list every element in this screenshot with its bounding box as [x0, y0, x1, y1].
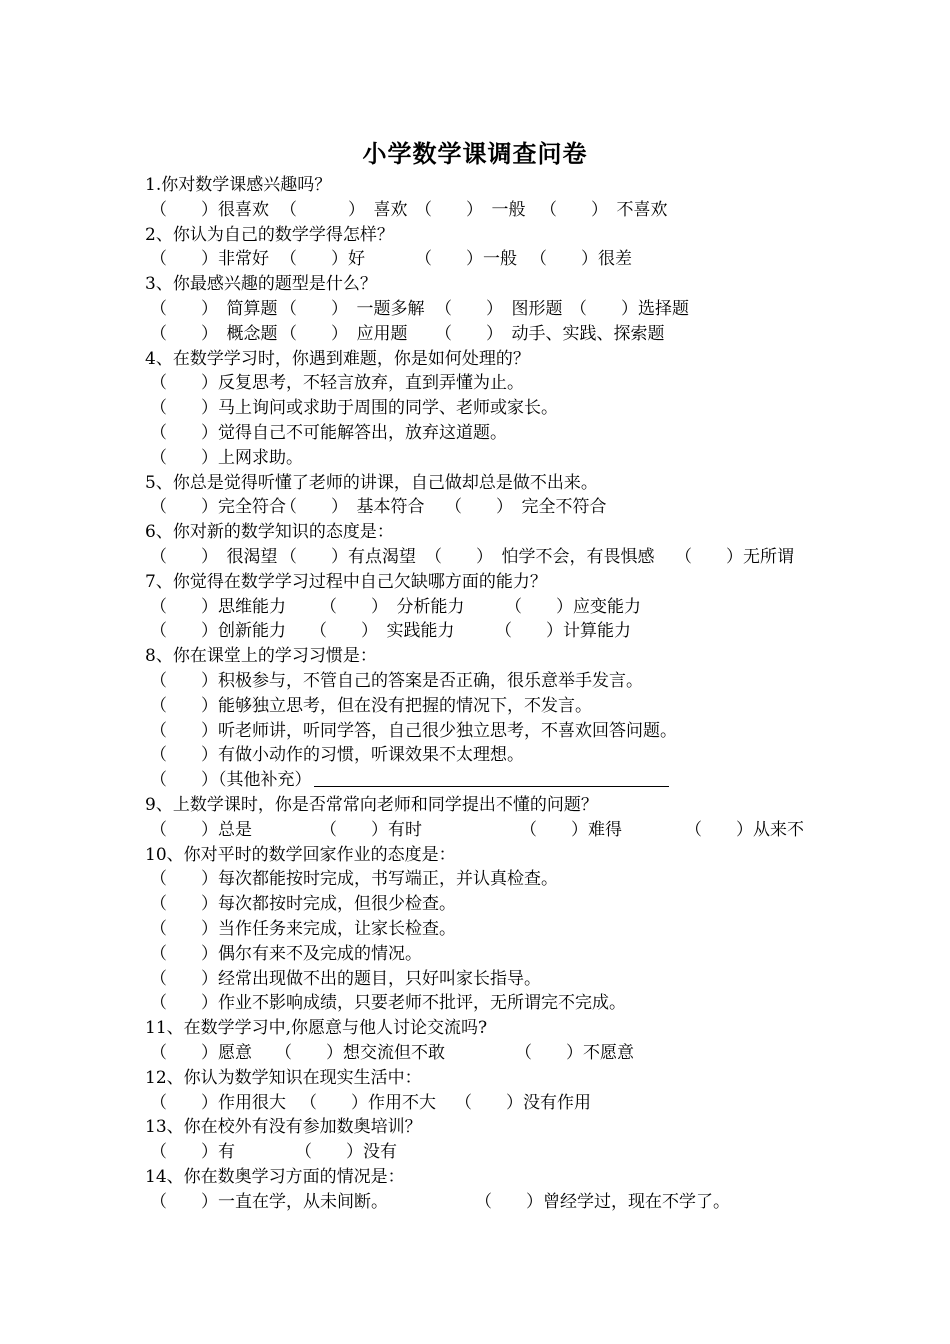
answer-option[interactable] — [150, 917, 456, 942]
answer-option[interactable] — [150, 1190, 388, 1215]
answer-option-label: （ ）有做小动作的习惯，听课效果不太理想。 — [150, 745, 524, 766]
answer-option[interactable] — [280, 495, 425, 520]
answer-option[interactable] — [150, 545, 278, 570]
answer-option-label: （ ）没有 — [295, 1142, 397, 1163]
answer-option-label: （ ）很喜欢 — [150, 199, 269, 220]
answer-option-label: （ ）难得 — [520, 819, 622, 840]
answer-option[interactable] — [150, 892, 456, 917]
answer-option-label: （ ） 怕学不会，有畏惧感 — [425, 547, 655, 567]
answer-option[interactable] — [150, 396, 558, 421]
answer-option-label: （ ） 图形题 — [435, 299, 563, 319]
answer-option[interactable] — [280, 297, 425, 322]
answer-option[interactable] — [295, 1140, 397, 1165]
answer-option[interactable] — [505, 595, 641, 620]
answer-option-label: （ ）作业不影响成绩，只要老师不批评，无所谓完不完成。 — [150, 993, 626, 1014]
question-6-text: 6、你对新的数学知识的态度是： — [145, 522, 394, 543]
answer-option[interactable] — [150, 247, 269, 272]
answer-option[interactable] — [150, 942, 422, 967]
answer-option-label: （ ）作用不大 — [300, 1092, 436, 1113]
question-3-text: 3、你最感兴趣的题型是什么？ — [145, 274, 377, 295]
answer-option[interactable] — [150, 619, 286, 644]
question-12-text: 12、你认为数学知识在现实生活中： — [145, 1067, 422, 1088]
answer-option-label: （ ）积极参与，不管自己的答案是否正确，很乐意举手发言。 — [150, 671, 643, 691]
answer-option[interactable] — [425, 545, 655, 570]
answer-option[interactable] — [475, 1190, 730, 1215]
answer-option[interactable] — [150, 991, 626, 1016]
fill-in-blank-line[interactable] — [314, 768, 669, 787]
question-4-text: 4、在数学学习时，你遇到难题，你是如何处理的？ — [145, 348, 530, 369]
answer-option[interactable] — [150, 1041, 252, 1066]
answer-option[interactable] — [150, 1140, 235, 1165]
answer-option[interactable] — [540, 198, 668, 223]
question-13-text: 13、你在校外有没有参加数奥培训？ — [145, 1117, 422, 1138]
answer-option-label: （ ）非常好 — [150, 249, 269, 270]
answer-option-label: （ ）一直在学，从未间断。 — [150, 1191, 388, 1212]
question-1-text: 1.你对数学课感兴趣吗？ — [145, 175, 332, 195]
answer-option-label: （ ）上网求助。 — [150, 447, 303, 468]
answer-option[interactable] — [150, 669, 643, 694]
answer-option-label: （ ）偶尔有来不及完成的情况。 — [150, 943, 422, 964]
answer-option[interactable] — [150, 1091, 286, 1116]
answer-option-label: （ ）曾经学过，现在不学了。 — [475, 1191, 730, 1212]
answer-option-label: （ ）思维能力 — [150, 596, 286, 617]
answer-option-label: （ ）有 — [150, 1142, 235, 1163]
answer-option[interactable] — [150, 694, 592, 719]
answer-option[interactable] — [685, 818, 804, 843]
answer-option[interactable] — [150, 595, 286, 620]
answer-option[interactable] — [150, 421, 507, 446]
answer-option[interactable] — [150, 818, 252, 843]
question-7-text: 7、你觉得在数学学习过程中自己欠缺哪方面的能力？ — [145, 571, 547, 592]
answer-option[interactable] — [455, 1091, 591, 1116]
answer-option-label: （ ）（其他补充） — [150, 770, 312, 791]
answer-option[interactable] — [570, 297, 689, 322]
question-2-text: 2、你认为自己的数学学得怎样？ — [145, 224, 394, 245]
answer-option[interactable] — [530, 247, 632, 272]
answer-option[interactable] — [150, 495, 286, 520]
question-5-text: 5、你总是觉得听懂了老师的讲课，自己做却总是做不出来。 — [145, 472, 598, 493]
answer-option[interactable] — [415, 247, 517, 272]
answer-option-label: （ ）觉得自己不可能解答出，放弃这道题。 — [150, 423, 507, 443]
answer-option[interactable] — [515, 1041, 634, 1066]
answer-option[interactable] — [150, 768, 669, 793]
answer-option-label: （ ） 完全不符合 — [445, 497, 607, 518]
answer-option-label: （ ） 很渴望 — [150, 547, 278, 567]
answer-option-label: （ ）愿意 — [150, 1043, 252, 1063]
answer-option-label: （ ） 分析能力 — [320, 596, 465, 617]
answer-option-label: （ ）听老师讲，听同学答，自己很少独立思考，不喜欢回答问题。 — [150, 720, 677, 741]
answer-option-label: （ ）选择题 — [570, 299, 689, 319]
answer-option-label: （ ）总是 — [150, 819, 252, 840]
answer-option-label: （ ）能够独立思考，但在没有把握的情况下，不发言。 — [150, 695, 592, 716]
answer-option[interactable] — [495, 619, 631, 644]
answer-option[interactable] — [415, 198, 526, 223]
answer-option[interactable] — [280, 545, 416, 570]
answer-option[interactable] — [150, 297, 278, 322]
answer-option[interactable] — [150, 322, 278, 347]
answer-option[interactable] — [435, 297, 563, 322]
answer-option-label: （ ） 喜欢 — [280, 199, 408, 220]
page-title: 小学数学课调查问卷 — [362, 139, 588, 168]
answer-option-label: （ ） 一般 — [415, 199, 526, 220]
answer-option[interactable] — [150, 867, 558, 892]
answer-option-label: （ ）当作任务来完成，让家长检查。 — [150, 919, 456, 939]
answer-option-label: （ ）想交流但不敢 — [275, 1043, 445, 1063]
answer-option-label: （ ）无所谓 — [675, 547, 794, 567]
answer-option-label: （ ） 简算题 — [150, 299, 278, 319]
answer-option-label: （ ）一般 — [415, 249, 517, 270]
answer-option[interactable] — [280, 247, 365, 272]
answer-option-label: （ ）马上询问或求助于周围的同学、老师或家长。 — [150, 398, 558, 419]
question-11-text: 11、在数学学习中,你愿意与他人讨论交流吗? — [145, 1018, 488, 1039]
answer-option-label: （ ）很差 — [530, 249, 632, 270]
answer-option[interactable] — [300, 1091, 436, 1116]
answer-option[interactable] — [445, 495, 607, 520]
answer-option-label: （ ）作用很大 — [150, 1092, 286, 1113]
answer-option[interactable] — [150, 198, 269, 223]
answer-option-label: （ ）反复思考，不轻言放弃，直到弄懂为止。 — [150, 373, 524, 394]
answer-option-label: （ ）计算能力 — [495, 621, 631, 642]
answer-option[interactable] — [150, 967, 541, 992]
answer-option-label: （ ）有时 — [320, 819, 422, 840]
answer-option-label: （ ）应变能力 — [505, 596, 641, 617]
answer-option[interactable] — [150, 446, 303, 471]
question-8-text: 8、你在课堂上的学习习惯是： — [145, 646, 377, 667]
question-10-text: 10、你对平时的数学回家作业的态度是： — [145, 844, 456, 865]
answer-option[interactable] — [675, 545, 794, 570]
answer-option[interactable] — [310, 619, 455, 644]
answer-option-label: （ ） 动手、实践、探索题 — [435, 323, 665, 344]
answer-option[interactable] — [435, 322, 665, 347]
answer-option-label: （ ）完全符合 — [150, 497, 286, 518]
answer-option[interactable] — [280, 198, 408, 223]
question-9-text: 9、上数学课时，你是否常常向老师和同学提出不懂的问题？ — [145, 795, 598, 815]
answer-option[interactable] — [275, 1041, 445, 1066]
answer-option-label: （ ）每次都按时完成，但很少检查。 — [150, 894, 456, 915]
answer-option[interactable] — [150, 743, 524, 768]
answer-option[interactable] — [280, 322, 408, 347]
answer-option[interactable] — [150, 371, 524, 396]
question-14-text: 14、你在数奥学习方面的情况是： — [145, 1167, 405, 1187]
answer-option[interactable] — [320, 595, 465, 620]
answer-option-label: （ ）好 — [280, 249, 365, 270]
answer-option-label: （ ）每次都能按时完成，书写端正，并认真检查。 — [150, 869, 558, 890]
answer-option-label: （ ）有点渴望 — [280, 547, 416, 567]
answer-option-label: （ ）创新能力 — [150, 621, 286, 642]
answer-option[interactable] — [150, 719, 677, 744]
answer-option-label: （ ） 实践能力 — [310, 621, 455, 642]
answer-option[interactable] — [520, 818, 622, 843]
answer-option-label: （ ） 基本符合 — [280, 497, 425, 518]
answer-option-label: （ ） 应用题 — [280, 323, 408, 344]
answer-option-label: （ ）没有作用 — [455, 1092, 591, 1113]
answer-option-label: （ ）从来不 — [685, 819, 804, 840]
answer-option-label: （ ） 概念题 — [150, 323, 278, 344]
answer-option-label: （ ）经常出现做不出的题目，只好叫家长指导。 — [150, 968, 541, 989]
answer-option-label: （ ） 一题多解 — [280, 299, 425, 319]
answer-option-label: （ ）不愿意 — [515, 1043, 634, 1063]
answer-option[interactable] — [320, 818, 422, 843]
answer-option-label: （ ） 不喜欢 — [540, 199, 668, 220]
